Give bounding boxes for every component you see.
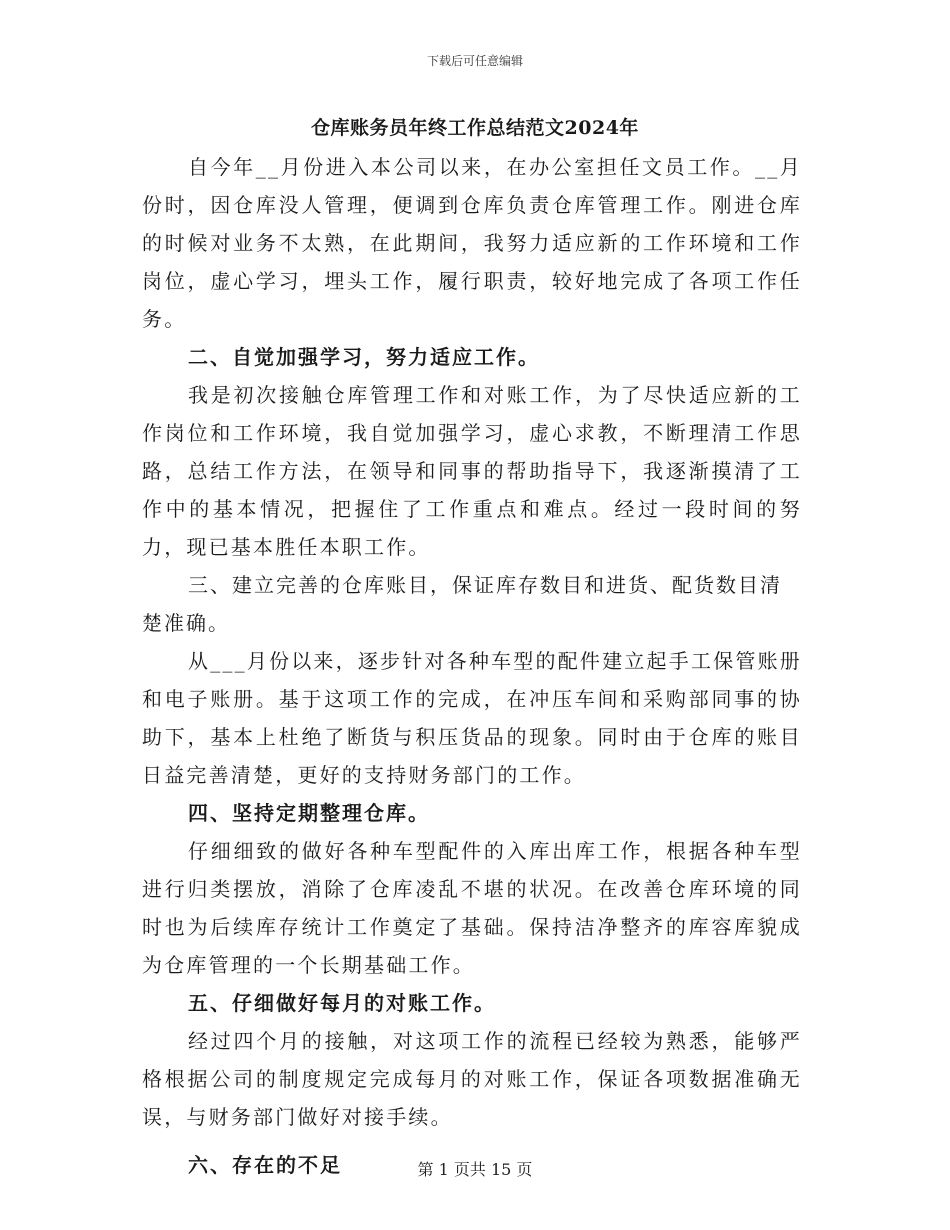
document-title: 仓库账务员年终工作总结范文2024年 xyxy=(311,117,639,139)
section-3-heading: 三、建立完善的仓库账目，保证库存数目和进货、配货数目清楚准确。 xyxy=(142,573,782,635)
page-indicator: 第 1 页共 15 页 xyxy=(417,1160,533,1179)
document-body xyxy=(142,148,802,1184)
section-2-paragraph: 我是初次接触仓库管理工作和对账工作，为了尽快适应新的工作岗位和工作环境，我自觉加强学习，虚心求教，不断理清工作思路，总结工作方法，在领导和同事的帮助指导下，我逐渐摸清了工作中的基本情况，把握住了工作重点和难点。经过一段时间的努力，现已基本胜任本职工作。 xyxy=(142,383,802,559)
section-3-paragraph: 从___月份以来，逐步针对各种车型的配件建立起手工保管账册和电子账册。基于这项工作的完成，在冲压车间和采购部同事的协助下，基本上杜绝了断货与积压货品的现象。同时由于仓库的账目日益完善清楚，更好的支持财务部门的工作。 xyxy=(142,649,802,787)
intro-paragraph: 自今年__月份进入本公司以来，在办公室担任文员工作。__月份时，因仓库没人管理，便调到仓库负责仓库管理工作。刚进仓库的时候对业务不太熟，在此期间，我努力适应新的工作环境和工作岗位，虚心学习，埋头工作，履行职责，较好地完成了各项工作任务。 xyxy=(142,155,802,331)
section-6-heading: 六、存在的不足 xyxy=(188,1153,342,1177)
section-5-heading: 五、仔细做好每月的对账工作。 xyxy=(188,991,496,1015)
header-note: 下载后可任意编辑 xyxy=(426,54,523,68)
section-4-paragraph: 仔细细致的做好各种车型配件的入库出库工作，根据各种车型进行归类摆放，消除了仓库凌乱不堪的状况。在改善仓库环境的同时也为后续库存统计工作奠定了基础。保持洁净整齐的库容库貌成为仓库管理的一个长期基础工作。 xyxy=(142,839,802,977)
section-2-heading: 二、自觉加强学习，努力适应工作。 xyxy=(188,345,540,369)
section-4-heading: 四、坚持定期整理仓库。 xyxy=(188,801,430,825)
section-5-paragraph: 经过四个月的接触，对这项工作的流程已经较为熟悉，能够严格根据公司的制度规定完成每月的对账工作，保证各项数据准确无误，与财务部门做好对接手续。 xyxy=(142,1029,802,1129)
